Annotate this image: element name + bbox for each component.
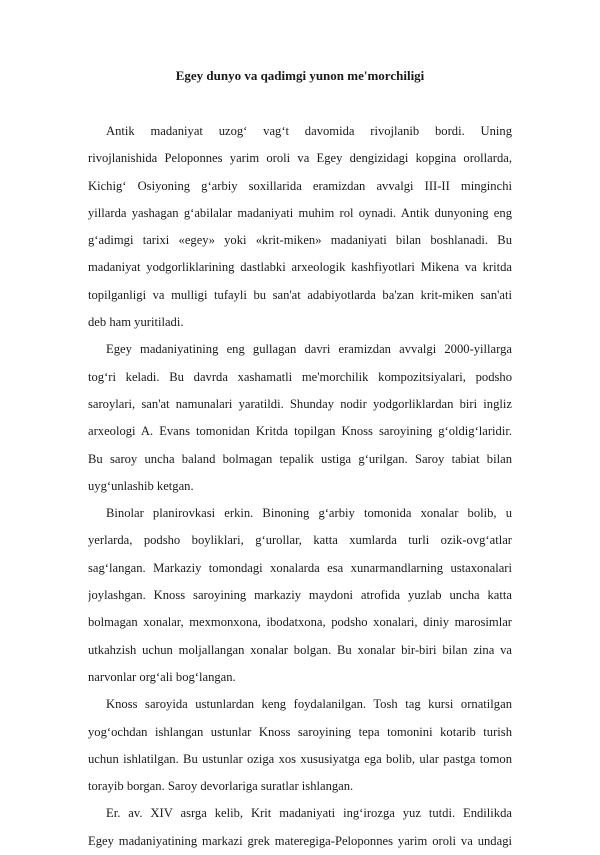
text-line: Binolar planirovkasi erkin. Binoning g‘arbiy tomonida xonalar bolib, u (106, 506, 512, 521)
text-line: Egey madaniyatining eng gullagan davri eramizdan avvalgi 2000-yillarga (106, 342, 512, 357)
text-line: torayib borgan. Saroy devorlariga suratlar ishlangan. (88, 779, 354, 794)
text-line: joylashgan. Knoss saroyining markaziy maydoni atrofida yuzlab uncha katta (88, 588, 512, 603)
text-line: saroylari, san'at namunalari yaratildi. Shunday nodir yodgorliklardan biri ingliz (88, 396, 512, 411)
text-line: yog‘ochdan ishlangan ustunlar Knoss saroyining tepa tomonini kotarib turish (88, 724, 512, 739)
text-line: Knoss saroyida ustunlardan keng foydalanilgan. Tosh tag kursi ornatilgan (106, 697, 512, 712)
text-line: uchun ishlatilgan. Bu ustunlar oziga xos xususiyatga ega bolib, ular pastga tomon (88, 751, 512, 766)
text-line: Er. av. XIV asrga kelib, Krit madaniyati ing‘irozga yuz tutdi. Endilikda (106, 806, 512, 821)
text-line: sag‘langan. Markaziy tomondagi xonalarda esa xunarmandlarning ustaxonalari (88, 560, 512, 575)
text-line: yerlarda, podsho boyliklari, g‘urollar, katta xumlarda turli ozik-ovg‘atlar (88, 533, 512, 548)
text-line: Kichig‘ Osiyoning g‘arbiy soxillarida eramizdan avvalgi III-II minginchi (88, 178, 512, 193)
text-line: bolmagan xonalar, mexmonxona, ibodatxona, podsho xonalari, diniy marosimlar (88, 615, 512, 630)
text-line: Antik madaniyat uzog‘ vag‘t davomida rivojlanib bordi. Uning (106, 124, 512, 138)
text-line: deb ham yuritiladi. (88, 315, 184, 330)
page-title: Egey dunyo va qadimgi yunon me'morchiligi (175, 68, 425, 83)
text-line: topilganligi va mulligi tufayli bu san'at adabiyotlarda ba'zan krit-miken san'ati (88, 287, 512, 302)
text-line: utkahzish uchun moljallangan xonalar bolgan. Bu xonalar bir-biri bilan zina va (88, 642, 512, 657)
text-line: tog‘ri keladi. Bu davrda xashamatli me'morchilik kompozitsiyalari, podsho (88, 369, 512, 384)
text-line: g‘adimgi tarixi «egey» yoki «krit-miken» madaniyati bilan boshlanadi. Bu (88, 233, 512, 248)
text-line: arxeologi A. Evans tomonidan Kritda topilgan Knoss saroyining g‘oldig‘laridir. (88, 424, 512, 439)
text-line: Bu saroy uncha baland bolmagan tepalik ustiga g‘urilgan. Saroy tabiat bilan (88, 451, 512, 466)
document-body (88, 118, 512, 855)
text-line: yillarda yashagan g‘abilalar madaniyati muhim rol oynadi. Antik dunyoning eng (88, 205, 512, 220)
text-line: narvonlar org‘ali bog‘langan. (88, 669, 236, 684)
text-line: uyg‘unlashib ketgan. (88, 478, 194, 493)
text-line: madaniyat yodgorliklarining dastlabki arxeologik kashfiyotlari Mikena va kritda (88, 260, 512, 275)
text-line: rivojlanishida Peloponnes yarim oroli va Egey dengizidagi kopgina orollarda, (88, 151, 512, 166)
text-line: Egey madaniyatining markazi grek materegiga-Peloponnes yarim oroli va undagi (88, 833, 512, 848)
